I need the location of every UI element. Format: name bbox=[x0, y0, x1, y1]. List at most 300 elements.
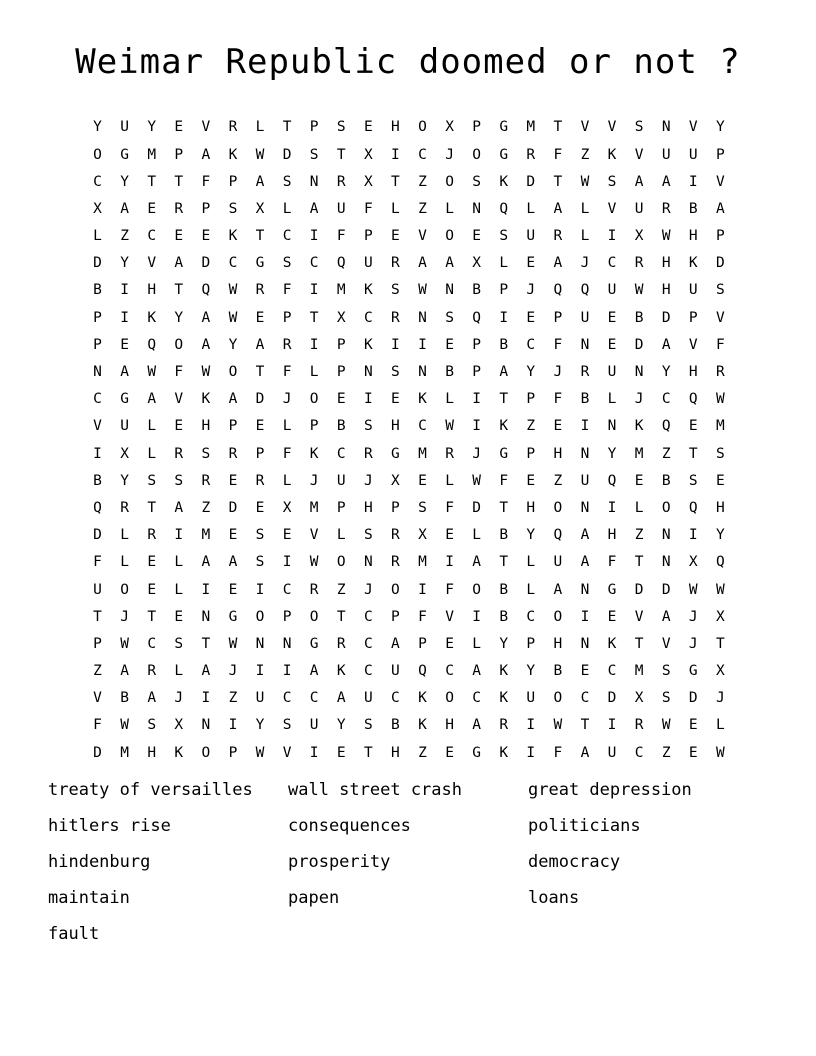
grid-row bbox=[84, 603, 734, 630]
grid-letter: R bbox=[363, 445, 373, 462]
grid-letter: R bbox=[309, 581, 319, 598]
grid-letter: S bbox=[715, 282, 725, 299]
grid-letter: F bbox=[282, 282, 292, 299]
grid-letter: W bbox=[661, 228, 671, 245]
grid-letter: R bbox=[336, 635, 346, 652]
grid-letter: R bbox=[228, 445, 238, 462]
grid-letter: D bbox=[634, 336, 644, 353]
word-list-item: politicians bbox=[528, 816, 641, 836]
grid-row bbox=[84, 631, 734, 658]
grid-letter: N bbox=[201, 608, 211, 625]
word-list-item: wall street crash bbox=[288, 780, 462, 800]
grid-letter: H bbox=[688, 364, 698, 381]
grid-letter: U bbox=[309, 717, 319, 734]
grid-letter: P bbox=[472, 364, 481, 381]
grid-letter: E bbox=[715, 472, 725, 489]
grid-letter: L bbox=[174, 554, 184, 571]
grid-letter: H bbox=[661, 255, 671, 272]
grid-letter: E bbox=[445, 336, 454, 353]
grid-letter: B bbox=[553, 663, 563, 680]
grid-letter: H bbox=[147, 744, 157, 761]
grid-letter: T bbox=[634, 554, 644, 571]
grid-letter: O bbox=[472, 581, 481, 598]
grid-letter: I bbox=[526, 744, 536, 761]
grid-letter: T bbox=[715, 635, 725, 652]
grid-letter: J bbox=[688, 608, 698, 625]
grid-letter: I bbox=[418, 581, 427, 598]
word-list-item: papen bbox=[288, 888, 340, 908]
grid-letter: P bbox=[228, 418, 238, 435]
grid-letter: O bbox=[93, 146, 102, 163]
grid-letter: Z bbox=[661, 744, 671, 761]
grid-letter: V bbox=[688, 336, 698, 353]
grid-letter: T bbox=[391, 173, 400, 190]
grid-letter: E bbox=[255, 309, 265, 326]
grid-letter: X bbox=[363, 146, 373, 163]
grid-letter: Q bbox=[93, 499, 102, 516]
grid-letter: I bbox=[472, 418, 481, 435]
grid-letter: E bbox=[445, 744, 454, 761]
grid-row bbox=[84, 658, 734, 685]
grid-letter: Y bbox=[147, 119, 157, 136]
grid-letter: G bbox=[391, 445, 400, 462]
grid-letter: P bbox=[282, 608, 292, 625]
grid-letter: W bbox=[120, 635, 129, 652]
grid-letter: J bbox=[445, 146, 454, 163]
grid-letter: H bbox=[553, 635, 563, 652]
grid-letter: U bbox=[634, 200, 644, 217]
grid-letter: T bbox=[147, 499, 157, 516]
grid-letter: W bbox=[201, 364, 211, 381]
grid-letter: P bbox=[526, 635, 536, 652]
grid-row bbox=[84, 223, 734, 250]
grid-letter: S bbox=[363, 527, 373, 544]
grid-row bbox=[84, 168, 734, 195]
grid-letter: E bbox=[174, 608, 184, 625]
grid-letter: C bbox=[607, 663, 617, 680]
grid-letter: S bbox=[255, 554, 265, 571]
grid-letter: I bbox=[472, 391, 481, 408]
grid-letter: A bbox=[553, 255, 563, 272]
grid-letter: K bbox=[201, 391, 211, 408]
grid-letter: S bbox=[174, 472, 184, 489]
grid-letter: K bbox=[228, 228, 238, 245]
word-list bbox=[48, 778, 768, 946]
grid-letter: R bbox=[391, 255, 400, 272]
grid-letter: I bbox=[174, 527, 184, 544]
grid-letter: P bbox=[336, 336, 346, 353]
grid-letter: G bbox=[120, 391, 129, 408]
grid-letter: D bbox=[201, 255, 211, 272]
grid-letter: C bbox=[147, 228, 157, 245]
grid-letter: W bbox=[228, 635, 238, 652]
grid-letter: V bbox=[607, 119, 617, 136]
grid-letter: E bbox=[445, 527, 454, 544]
grid-letter: J bbox=[363, 581, 373, 598]
grid-letter: N bbox=[282, 635, 292, 652]
grid-letter: T bbox=[499, 391, 509, 408]
grid-letter: X bbox=[93, 200, 102, 217]
grid-letter: O bbox=[553, 499, 563, 516]
grid-letter: I bbox=[472, 608, 481, 625]
grid-letter: I bbox=[120, 282, 129, 299]
grid-letter: D bbox=[526, 173, 536, 190]
grid-letter: T bbox=[282, 119, 292, 136]
grid-letter: W bbox=[715, 391, 725, 408]
grid-letter: X bbox=[391, 472, 400, 489]
grid-letter: W bbox=[472, 472, 481, 489]
grid-letter: C bbox=[607, 255, 617, 272]
grid-letter: R bbox=[634, 717, 644, 734]
grid-letter: T bbox=[336, 146, 346, 163]
grid-letter: B bbox=[120, 690, 129, 707]
grid-letter: N bbox=[580, 336, 590, 353]
grid-letter: I bbox=[418, 336, 427, 353]
grid-letter: P bbox=[282, 309, 292, 326]
grid-letter: R bbox=[336, 173, 346, 190]
grid-letter: S bbox=[147, 717, 157, 734]
grid-letter: N bbox=[255, 635, 265, 652]
grid-letter: E bbox=[688, 717, 698, 734]
grid-letter: Z bbox=[526, 418, 536, 435]
grid-letter: P bbox=[201, 200, 211, 217]
grid-letter: E bbox=[363, 119, 373, 136]
grid-letter: H bbox=[715, 499, 725, 516]
grid-letter: C bbox=[147, 635, 157, 652]
grid-letter: I bbox=[580, 418, 590, 435]
grid-letter: L bbox=[580, 200, 590, 217]
grid-letter: U bbox=[526, 690, 536, 707]
grid-letter: E bbox=[391, 228, 400, 245]
grid-letter: C bbox=[363, 309, 373, 326]
grid-letter: J bbox=[472, 445, 481, 462]
grid-letter: C bbox=[391, 690, 400, 707]
grid-letter: C bbox=[282, 581, 292, 598]
grid-letter: M bbox=[336, 282, 346, 299]
grid-letter: M bbox=[418, 554, 427, 571]
grid-letter: U bbox=[120, 119, 129, 136]
grid-letter: F bbox=[201, 173, 211, 190]
grid-letter: V bbox=[607, 200, 617, 217]
grid-letter: G bbox=[607, 581, 617, 598]
grid-letter: Q bbox=[553, 527, 563, 544]
grid-letter: E bbox=[228, 472, 238, 489]
grid-letter: I bbox=[228, 717, 238, 734]
grid-row bbox=[84, 277, 734, 304]
grid-letter: H bbox=[607, 527, 617, 544]
grid-letter: M bbox=[120, 744, 129, 761]
grid-letter: Y bbox=[499, 635, 509, 652]
grid-letter: S bbox=[201, 445, 211, 462]
grid-letter: S bbox=[445, 309, 454, 326]
grid-letter: E bbox=[607, 336, 617, 353]
grid-letter: R bbox=[255, 472, 265, 489]
grid-letter: U bbox=[607, 744, 617, 761]
grid-letter: R bbox=[120, 499, 129, 516]
grid-letter: G bbox=[499, 445, 509, 462]
grid-letter: O bbox=[201, 744, 211, 761]
grid-letter: C bbox=[309, 690, 319, 707]
grid-letter: L bbox=[174, 663, 184, 680]
grid-letter: H bbox=[391, 119, 400, 136]
grid-letter: A bbox=[472, 554, 481, 571]
grid-letter: S bbox=[634, 119, 644, 136]
grid-letter: S bbox=[363, 418, 373, 435]
grid-letter: O bbox=[391, 581, 400, 598]
grid-letter: U bbox=[363, 255, 373, 272]
grid-letter: S bbox=[418, 499, 427, 516]
grid-letter: O bbox=[336, 554, 346, 571]
grid-letter: S bbox=[282, 255, 292, 272]
grid-letter: Z bbox=[120, 228, 129, 245]
grid-letter: N bbox=[418, 364, 427, 381]
grid-letter: G bbox=[228, 608, 238, 625]
grid-letter: I bbox=[607, 499, 617, 516]
grid-letter: I bbox=[282, 554, 292, 571]
grid-letter: J bbox=[526, 282, 536, 299]
grid-letter: X bbox=[418, 527, 427, 544]
grid-letter: K bbox=[607, 146, 617, 163]
grid-letter: E bbox=[688, 744, 698, 761]
grid-letter: F bbox=[174, 364, 184, 381]
grid-letter: Y bbox=[526, 663, 536, 680]
grid-letter: P bbox=[93, 635, 102, 652]
grid-letter: P bbox=[336, 364, 346, 381]
grid-letter: I bbox=[580, 608, 590, 625]
grid-letter: P bbox=[228, 744, 238, 761]
grid-letter: L bbox=[526, 200, 536, 217]
grid-letter: I bbox=[445, 554, 454, 571]
grid-letter: K bbox=[607, 635, 617, 652]
grid-row bbox=[84, 413, 734, 440]
grid-letter: S bbox=[282, 717, 292, 734]
grid-letter: F bbox=[553, 744, 563, 761]
grid-letter: U bbox=[255, 690, 265, 707]
grid-letter: I bbox=[201, 690, 211, 707]
grid-letter: D bbox=[661, 581, 671, 598]
grid-letter: F bbox=[499, 472, 509, 489]
grid-letter: S bbox=[363, 717, 373, 734]
grid-letter: Z bbox=[418, 173, 427, 190]
grid-letter: E bbox=[553, 418, 563, 435]
grid-row bbox=[84, 304, 734, 331]
grid-letter: E bbox=[174, 418, 184, 435]
grid-letter: F bbox=[336, 228, 346, 245]
grid-letter: Y bbox=[526, 527, 536, 544]
grid-letter: V bbox=[661, 635, 671, 652]
grid-letter: V bbox=[309, 527, 319, 544]
grid-letter: E bbox=[174, 228, 184, 245]
grid-letter: C bbox=[282, 690, 292, 707]
grid-letter: M bbox=[418, 445, 427, 462]
grid-letter: W bbox=[228, 282, 238, 299]
grid-letter: C bbox=[634, 744, 644, 761]
word-list-item: loans bbox=[528, 888, 580, 908]
grid-letter: P bbox=[391, 608, 400, 625]
grid-row bbox=[84, 522, 734, 549]
grid-letter: F bbox=[445, 499, 454, 516]
grid-letter: L bbox=[336, 527, 346, 544]
grid-letter: F bbox=[418, 608, 427, 625]
grid-letter: A bbox=[147, 391, 157, 408]
grid-letter: V bbox=[418, 228, 427, 245]
grid-letter: C bbox=[282, 228, 292, 245]
grid-letter: G bbox=[309, 635, 319, 652]
grid-letter: B bbox=[391, 717, 400, 734]
grid-letter: U bbox=[526, 228, 536, 245]
grid-letter: T bbox=[363, 744, 373, 761]
grid-letter: I bbox=[688, 527, 698, 544]
grid-letter: E bbox=[634, 472, 644, 489]
grid-letter: P bbox=[309, 418, 319, 435]
grid-letter: X bbox=[715, 608, 725, 625]
grid-letter: E bbox=[147, 581, 157, 598]
grid-letter: R bbox=[147, 663, 157, 680]
grid-letter: N bbox=[472, 200, 481, 217]
grid-letter: O bbox=[445, 228, 454, 245]
grid-letter: L bbox=[580, 228, 590, 245]
grid-letter: V bbox=[445, 608, 454, 625]
grid-letter: P bbox=[526, 391, 536, 408]
grid-letter: C bbox=[309, 255, 319, 272]
grid-letter: Q bbox=[147, 336, 157, 353]
grid-letter: E bbox=[336, 744, 346, 761]
grid-letter: C bbox=[445, 663, 454, 680]
grid-letter: X bbox=[634, 228, 644, 245]
grid-letter: V bbox=[634, 608, 644, 625]
grid-row bbox=[84, 332, 734, 359]
grid-letter: F bbox=[715, 336, 725, 353]
grid-letter: E bbox=[526, 472, 536, 489]
grid-row bbox=[84, 196, 734, 223]
word-list-item: maintain bbox=[48, 888, 130, 908]
grid-letter: R bbox=[174, 200, 184, 217]
grid-letter: J bbox=[309, 472, 319, 489]
grid-letter: L bbox=[526, 581, 536, 598]
grid-letter: J bbox=[580, 255, 590, 272]
grid-letter: F bbox=[282, 445, 292, 462]
grid-letter: E bbox=[688, 418, 698, 435]
word-list-item: prosperity bbox=[288, 852, 391, 872]
grid-letter: R bbox=[282, 336, 292, 353]
grid-letter: H bbox=[363, 499, 373, 516]
grid-letter: D bbox=[93, 527, 102, 544]
grid-letter: A bbox=[309, 663, 319, 680]
grid-letter: T bbox=[147, 608, 157, 625]
grid-letter: S bbox=[336, 119, 346, 136]
grid-letter: Y bbox=[526, 364, 536, 381]
grid-letter: N bbox=[309, 173, 319, 190]
grid-letter: A bbox=[661, 336, 671, 353]
grid-letter: B bbox=[634, 309, 644, 326]
grid-letter: S bbox=[147, 472, 157, 489]
grid-letter: H bbox=[391, 418, 400, 435]
grid-letter: K bbox=[418, 391, 427, 408]
grid-letter: R bbox=[445, 445, 454, 462]
grid-letter: A bbox=[201, 663, 211, 680]
grid-letter: I bbox=[255, 663, 265, 680]
grid-letter: I bbox=[391, 336, 400, 353]
grid-letter: T bbox=[580, 717, 590, 734]
grid-letter: Y bbox=[715, 527, 725, 544]
grid-letter: B bbox=[93, 472, 102, 489]
grid-letter: N bbox=[580, 445, 590, 462]
grid-letter: S bbox=[255, 527, 265, 544]
grid-letter: C bbox=[526, 336, 536, 353]
grid-letter: J bbox=[120, 608, 129, 625]
grid-letter: N bbox=[445, 282, 454, 299]
grid-letter: X bbox=[255, 200, 265, 217]
grid-letter: Q bbox=[336, 255, 346, 272]
grid-letter: L bbox=[472, 527, 481, 544]
grid-letter: O bbox=[418, 119, 427, 136]
grid-letter: A bbox=[661, 608, 671, 625]
grid-letter: N bbox=[661, 554, 671, 571]
grid-letter: S bbox=[174, 635, 184, 652]
grid-letter: E bbox=[472, 228, 481, 245]
grid-letter: V bbox=[580, 119, 590, 136]
grid-letter: I bbox=[201, 581, 211, 598]
grid-letter: U bbox=[688, 146, 698, 163]
grid-letter: N bbox=[363, 364, 373, 381]
grid-letter: Y bbox=[336, 717, 346, 734]
grid-letter: I bbox=[688, 173, 698, 190]
grid-letter: A bbox=[255, 173, 265, 190]
grid-letter: V bbox=[93, 418, 102, 435]
grid-letter: W bbox=[553, 717, 563, 734]
grid-letter: C bbox=[363, 663, 373, 680]
grid-letter: L bbox=[147, 445, 157, 462]
grid-letter: Y bbox=[120, 173, 129, 190]
word-list-item: consequences bbox=[288, 816, 411, 836]
grid-letter: T bbox=[634, 635, 644, 652]
grid-letter: Q bbox=[499, 200, 509, 217]
grid-letter: Z bbox=[634, 527, 644, 544]
grid-letter: I bbox=[309, 228, 319, 245]
grid-letter: S bbox=[661, 690, 671, 707]
grid-letter: W bbox=[120, 717, 129, 734]
grid-row bbox=[84, 386, 734, 413]
grid-letter: N bbox=[661, 119, 671, 136]
grid-letter: R bbox=[580, 364, 590, 381]
grid-letter: O bbox=[472, 146, 481, 163]
grid-letter: L bbox=[391, 200, 400, 217]
grid-letter: H bbox=[391, 744, 400, 761]
grid-letter: Q bbox=[607, 472, 617, 489]
grid-letter: A bbox=[255, 336, 265, 353]
grid-letter: W bbox=[309, 554, 319, 571]
grid-letter: P bbox=[363, 228, 373, 245]
grid-letter: F bbox=[553, 146, 563, 163]
grid-letter: S bbox=[472, 173, 481, 190]
grid-letter: R bbox=[634, 255, 644, 272]
grid-letter: B bbox=[93, 282, 102, 299]
grid-letter: K bbox=[363, 282, 373, 299]
grid-letter: B bbox=[336, 418, 346, 435]
grid-letter: B bbox=[499, 336, 509, 353]
grid-letter: A bbox=[120, 663, 129, 680]
grid-letter: E bbox=[391, 391, 400, 408]
grid-letter: R bbox=[553, 228, 563, 245]
grid-letter: E bbox=[526, 309, 536, 326]
grid-letter: H bbox=[688, 228, 698, 245]
grid-letter: S bbox=[661, 663, 671, 680]
grid-letter: Y bbox=[120, 472, 129, 489]
grid-letter: X bbox=[336, 309, 346, 326]
grid-letter: K bbox=[363, 336, 373, 353]
grid-letter: O bbox=[445, 690, 454, 707]
grid-letter: W bbox=[580, 173, 590, 190]
